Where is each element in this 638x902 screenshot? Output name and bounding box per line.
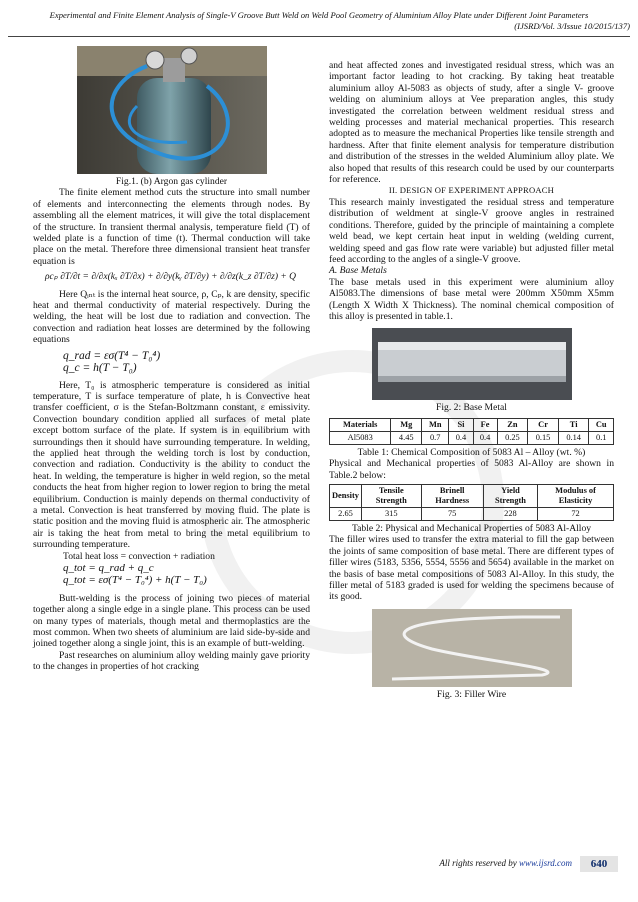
filler-wire-photo bbox=[372, 609, 572, 687]
running-header bbox=[8, 10, 630, 32]
page-number: 640 bbox=[580, 856, 618, 872]
paragraph-heat-affected: and heat affected zones and investigated residual stress, which was an important factor leading to hot cracking. By taking heat treatable aluminium alloy Al-5083 as objects of study, after a single V- groove welding on aluminium alloys at Vee preparation angles, this study investigated the correlation between weldment residual stress and welding processes and material mechanical properties. This research adopted as to measure the mechanical Properties like tensile strength and hardness. After that finite element analysis for temperature distribution and distribution of the stresses in the welded Aluminium alloy plate. We also hoped that results of this research could be used by our counterparts for reference. bbox=[329, 60, 614, 186]
table-header-cell: Yield Strength bbox=[483, 484, 537, 507]
table1-caption: Table 1: Chemical Composition of 5083 Al – Alloy (wt. %) bbox=[357, 446, 586, 458]
paragraph-design: This research mainly investigated the residual stress and temperature distribution of weldment at single-V groove angles in restrained conditions. Therefore, guided by the principle of maintaining a complete weld bead, we kept certain heat input in welding (welding current, welding speed and gas flow rate were variable) but adjusted filler metal feed according to the angles of a single-V groove. bbox=[329, 196, 614, 265]
table-cell: 0.1 bbox=[589, 431, 614, 444]
paragraph-past-research: Past researches on aluminium alloy welding mainly gave priority to the changes in properties of hot cracking bbox=[33, 649, 310, 673]
left-column bbox=[33, 40, 310, 673]
subsection-base-metals: A. Base Metals bbox=[329, 265, 387, 277]
table-row bbox=[330, 507, 614, 520]
argon-cylinder-photo bbox=[77, 46, 267, 174]
table-header-cell: Modulus of Elasticity bbox=[538, 484, 614, 507]
paragraph-butt-welding: Butt-welding is the process of joining two pieces of material together along a single edge in a single plane. This process can be used on many types of materials, though metal and thermoplastics are the most common. When two sheets of aluminium are laid side-by-side and joined together along a single joint, this is an example of butt-welding. bbox=[33, 592, 310, 650]
table-row bbox=[330, 431, 614, 444]
table-header-cell: Mn bbox=[422, 418, 449, 431]
base-metal-photo bbox=[372, 328, 572, 400]
equation-radiation: q_rad = εσ(T⁴ − T₀⁴) bbox=[63, 349, 161, 362]
paragraph-internal-heat: Here Qᵢₙₜ is the internal heat source, ρ, Cₚ, k are density, specific heat and thermal conductivity of material respectively. During the welding, the heat will be lost due to radiation and convection. The convection and radiation heat losses are determined by the following equations bbox=[33, 288, 310, 346]
table-cell: 75 bbox=[421, 507, 483, 520]
right-column bbox=[329, 40, 614, 700]
properties-table bbox=[329, 484, 614, 521]
table-header-cell: Ti bbox=[558, 418, 589, 431]
table-cell: 2.65 bbox=[330, 507, 362, 520]
total-heat-loss-label: Total heat loss = convection + radiation bbox=[63, 550, 215, 562]
equation-convection: q_c = h(T − T₀) bbox=[63, 362, 137, 375]
table-cell: 0.7 bbox=[422, 431, 449, 444]
table-header-cell: Cu bbox=[589, 418, 614, 431]
base-metal-image bbox=[372, 328, 572, 400]
table-header-cell: Cr bbox=[528, 418, 559, 431]
table-header-cell: Brinell Hardness bbox=[421, 484, 483, 507]
argon-cylinder-image bbox=[77, 46, 267, 174]
table-header-cell: Tensile Strength bbox=[362, 484, 422, 507]
section-heading-design: II. DESIGN OF EXPERIMENT APPROACH bbox=[388, 185, 555, 196]
header-volume: (IJSRD/Vol. 3/Issue 10/2015/137) bbox=[514, 21, 630, 31]
header-title: Experimental and Finite Element Analysis of Single-V Groove Butt Weld on Weld Pool Geometry of Aluminium Alloy Plate under Different Joint Parameters bbox=[49, 10, 589, 20]
fig3-caption: Fig. 3: Filler Wire bbox=[436, 688, 507, 700]
table-cell: Al5083 bbox=[330, 431, 391, 444]
footer bbox=[439, 858, 572, 868]
table-cell: 0.4 bbox=[473, 431, 497, 444]
table-header-row bbox=[330, 418, 614, 431]
paragraph-atmospheric: Here, T₀ is atmospheric temperature is considered as initial temperature, T is surface temperature of plate, h is Convective heat transfer coefficient, σ is the Stefan-Boltzmann constant, ε emissivity. Convection boundary condition applied all surfaces of metal plate except bottom surface of the plate. If system is in equilibrium with surroundings then it should have surrounding temperature. In welding, the applied heat through the welding torch is lost by conduction, convection and radiation. Conductivity is the ability to conduct the heat. In welding, the temperature is higher in weld region, so the metal conducts the heat from higher region to lower region to bring the metal equilibrium. Conduction is mainly depends on thermal conductivity of a metal. Convection is heat transferred by moving fluid. The plate is static position and the moving fluid is atmospheric air. The atmospheric air is taking the heat from metal to bring the metal equilibrium to surrounding temperature. bbox=[33, 379, 310, 551]
table-header-cell: Mg bbox=[391, 418, 422, 431]
table-cell: 4.45 bbox=[391, 431, 422, 444]
fig2-caption: Fig. 2: Base Metal bbox=[436, 402, 507, 414]
equation-total-1: q_tot = q_rad + q_c bbox=[63, 562, 154, 574]
table-cell: 72 bbox=[538, 507, 614, 520]
table-header-cell: Materials bbox=[330, 418, 391, 431]
table2-caption: Table 2: Physical and Mechanical Properties of 5083 Al-Alloy bbox=[351, 522, 592, 534]
table-cell: 0.25 bbox=[497, 431, 528, 444]
table-cell: 0.4 bbox=[449, 431, 473, 444]
paragraph-base-metals: The base metals used in this experiment were aluminium alloy Al5083.The dimensions of base metal were 200mm X50mm X5mm (Length X Width X Thickness). The nominal chemical composition of this alloy is presented in table.1. bbox=[329, 276, 614, 322]
filler-wire-image bbox=[372, 609, 572, 687]
equation-heat-transfer: ρcₚ ∂T/∂t = ∂/∂x(kₓ ∂T/∂x) + ∂/∂y(kᵧ ∂T/∂y) + ∂/∂z(k_z ∂T/∂z) + Q bbox=[45, 272, 297, 283]
paragraph-fem: The finite element method cuts the structure into small number of elements and interconnecting the elements through nodes. By assembling all the element matrices, it will give the total displacement of the structure. In transient thermal analysis, temperature field (T) of welded plate is a function of time (t). Thermal conduction will take place on the metal. Therefore three dimensional transient heat transfer equation is bbox=[33, 187, 310, 267]
paragraph-properties: Physical and Mechanical properties of 5083 Al-Alloy are shown in Table.2 below: bbox=[329, 458, 614, 481]
table-header-cell: Zn bbox=[497, 418, 528, 431]
footer-text: All rights reserved by bbox=[439, 858, 517, 868]
equation-total-2: q_tot = εσ(T⁴ − T₀⁴) + h(T − T₀) bbox=[63, 574, 207, 587]
footer-link[interactable]: www.ijsrd.com bbox=[518, 858, 572, 868]
table-header-cell: Si bbox=[449, 418, 473, 431]
fig1-caption: Fig.1. (b) Argon gas cylinder bbox=[115, 176, 228, 187]
table-cell: 228 bbox=[483, 507, 537, 520]
table-cell: 315 bbox=[362, 507, 422, 520]
paragraph-filler-wires: The filler wires used to transfer the extra material to fill the gap between the joints of same composition of base metal. There are different types of filler wires (5183, 5356, 5554, 5556 and 5654) available in the market on the basis of base metal compositions of 5083 Al-Alloy. In this study, the filler metal of 5183 graded is used for welding the specimens because of its good. bbox=[329, 534, 614, 603]
table-header-row bbox=[330, 484, 614, 507]
table-header-cell: Fe bbox=[473, 418, 497, 431]
table-cell: 0.15 bbox=[528, 431, 559, 444]
header-rule bbox=[8, 36, 630, 37]
table-header-cell: Density bbox=[330, 484, 362, 507]
composition-table bbox=[329, 418, 614, 445]
table-cell: 0.14 bbox=[558, 431, 589, 444]
